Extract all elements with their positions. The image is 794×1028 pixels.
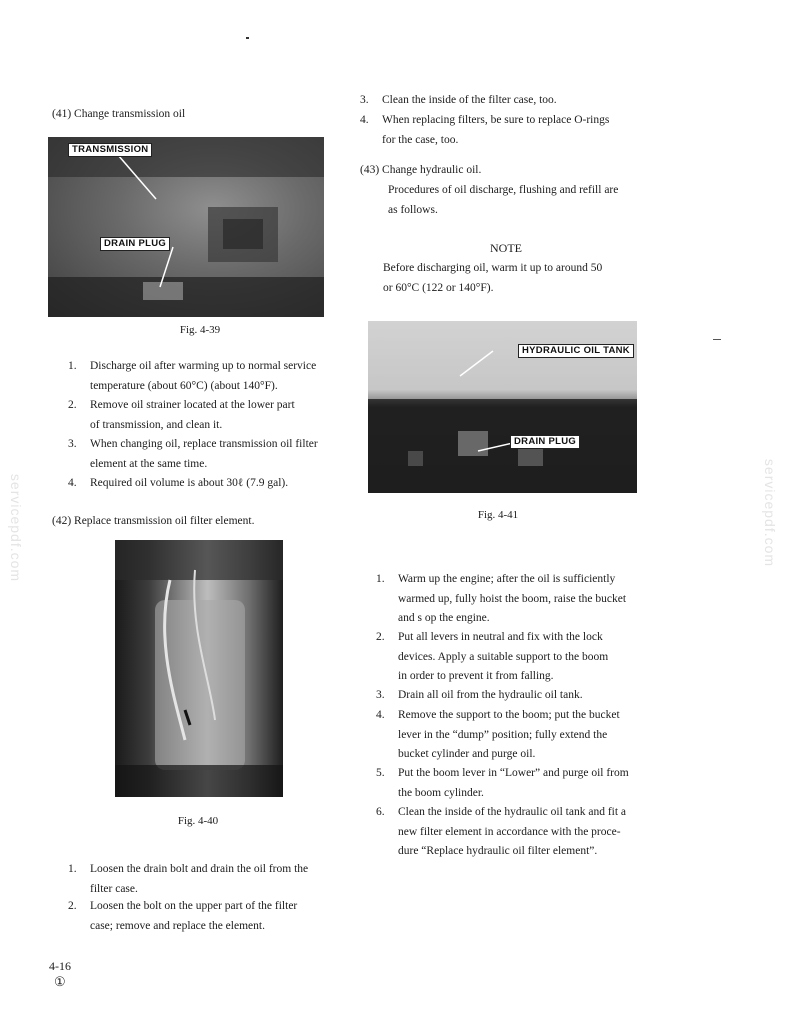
list-item-text: in order to prevent it from falling.: [398, 670, 554, 682]
list-item-text: case; remove and replace the element.: [90, 919, 265, 932]
figure-4-40-photo: [115, 540, 283, 797]
list-item-text: devices. Apply a suitable support to the boom: [398, 650, 609, 663]
callout-drain-plug: DRAIN PLUG: [100, 237, 170, 251]
list-item-number: 1.: [376, 573, 385, 585]
list-item-text: Drain all oil from the hydraulic oil tank.: [398, 689, 583, 701]
list-item-text: and s op the engine.: [398, 612, 490, 624]
list-item-text: When replacing filters, be sure to replace O-rings: [382, 114, 610, 126]
list-item-text: dure “Replace hydraulic oil filter element”.: [398, 845, 598, 857]
section-43-heading: (43) Change hydraulic oil.: [360, 164, 482, 176]
list-item-text: Loosen the bolt on the upper part of the filter: [90, 900, 298, 912]
list-item-text: temperature (about 60°C) (about 140°F).: [90, 379, 278, 392]
list-item-number: 2.: [68, 900, 77, 912]
section-41-heading: (41) Change transmission oil: [52, 108, 186, 120]
speck-mark: [713, 339, 721, 340]
figure-4-39-caption: Fig. 4-39: [179, 324, 221, 336]
list-item-text: new filter element in accordance with the proce-: [398, 825, 621, 838]
figure-4-41-caption: Fig. 4-41: [477, 509, 519, 521]
note-title: NOTE: [490, 241, 522, 255]
list-item-number: 3.: [360, 94, 369, 106]
list-item-number: 2.: [68, 399, 77, 411]
list-item-text: for the case, too.: [382, 133, 459, 146]
list-item-text: lever in the “dump” position; fully extend the: [398, 728, 608, 741]
intro-line: as follows.: [388, 203, 438, 216]
list-item-text: filter case.: [90, 882, 138, 895]
figure-4-41-photo: [368, 321, 637, 493]
intro-line: Procedures of oil discharge, flushing and refill are: [388, 184, 619, 196]
watermark-right: servicepdf.com: [762, 458, 779, 568]
section-43-intro: [388, 181, 646, 220]
list-item-text: of transmission, and clean it.: [90, 418, 223, 431]
figure-4-40-caption: Fig. 4-40: [177, 815, 219, 827]
list-item-text: Put the boom lever in “Lower” and purge oil from: [398, 767, 629, 779]
list-item-number: 6.: [376, 806, 385, 818]
page-number: 4-16: [49, 959, 71, 973]
callout-drain-plug: DRAIN PLUG: [510, 435, 580, 449]
figure-4-39-photo: [48, 137, 324, 317]
list-item-number: 3.: [68, 438, 77, 450]
list-item-text: Clean the inside of the hydraulic oil tank and fit a: [398, 806, 627, 818]
callout-hydraulic-oil-tank: HYDRAULIC OIL TANK: [518, 344, 634, 358]
list-item-text: Warm up the engine; after the oil is sufficiently: [398, 573, 616, 585]
list-item-text: Remove oil strainer located at the lower part: [90, 399, 295, 411]
list-item-text: the boom cylinder.: [398, 786, 484, 799]
list-item-text: Loosen the drain bolt and drain the oil from the: [90, 863, 309, 875]
list-item-number: 1.: [68, 360, 77, 372]
list-item-text: warmed up, fully hoist the boom, raise the bucket: [398, 592, 627, 605]
list-item-text: Put all levers in neutral and fix with the lock: [398, 631, 603, 643]
note-line: Before discharging oil, warm it up to around 50: [383, 262, 603, 274]
list-item-number: 4.: [360, 114, 369, 126]
figure-4-40-drawing: [115, 540, 283, 797]
list-item-number: 2.: [376, 631, 385, 643]
list-item-text: element at the same time.: [90, 457, 208, 470]
speck-mark: [246, 37, 249, 39]
list-item-number: 1.: [68, 863, 77, 875]
list-item-number: 5.: [376, 767, 385, 779]
list-item-text: Clean the inside of the filter case, too.: [382, 94, 557, 106]
page-revision-mark: ①: [54, 974, 66, 989]
watermark-left: servicepdf.com: [8, 473, 25, 583]
note-text: [383, 259, 645, 298]
list-item-text: bucket cylinder and purge oil.: [398, 748, 536, 760]
note-line: or 60°C (122 or 140°F).: [383, 281, 494, 294]
callout-transmission: TRANSMISSION: [68, 143, 152, 157]
list-item-number: 4.: [376, 709, 385, 721]
section-42-heading: (42) Replace transmission oil filter element.: [52, 515, 255, 527]
list-item-text: Discharge oil after warming up to normal service: [90, 360, 317, 372]
list-item-text: When changing oil, replace transmission oil filter: [90, 438, 318, 450]
list-item-text: Remove the support to the boom; put the bucket: [398, 709, 620, 721]
figure-4-39-drawing: [48, 137, 324, 317]
list-item-number: 4.: [68, 477, 77, 489]
list-item-text: Required oil volume is about 30ℓ (7.9 gal).: [90, 477, 289, 489]
list-item-number: 3.: [376, 689, 385, 701]
